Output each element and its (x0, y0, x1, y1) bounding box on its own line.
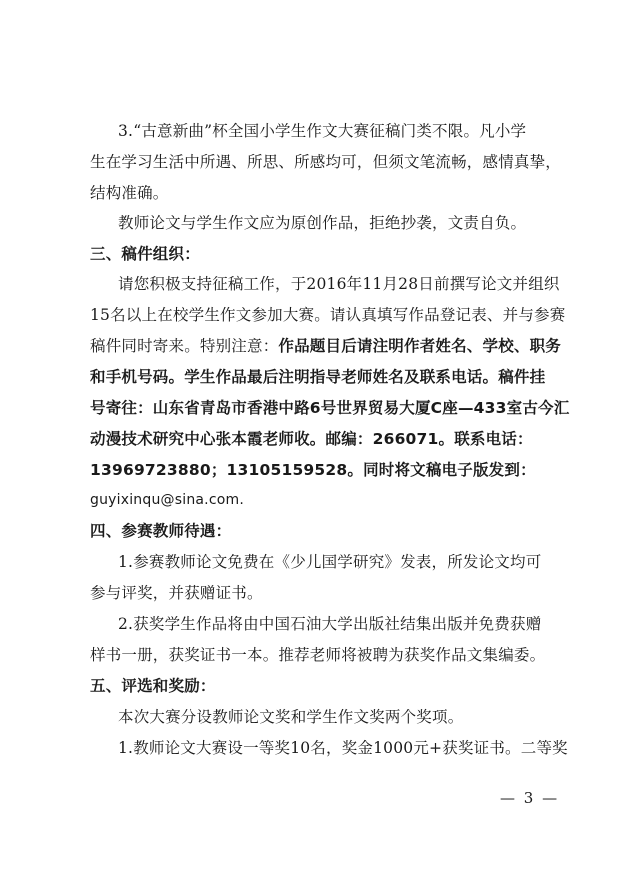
section3-line3-normal: 稿件同时寄来。特别注意： (90, 337, 279, 355)
section3-line2: 15名以上在校学生作文参加大赛。请认真填写作品登记表、并与参赛 (90, 306, 566, 324)
para1-line3: 结构准确。 (90, 184, 169, 202)
section3-line5: 号寄往：山东省青岛市香港中路6号世界贸易大厦C座—433室古今汇 (90, 399, 570, 417)
section3-line4: 和手机号码。学生作品最后注明指导老师姓名及联系电话。稿件挂 (90, 368, 546, 386)
section4-item2-line1: 2.获奖学生作品将由中国石油大学出版社结集出版并免费获赠 (118, 615, 542, 633)
section4-item1-line2: 参与评奖，并获赠证书。 (90, 584, 263, 602)
section3-line3-bold: 作品题目后请注明作者姓名、学校、职务 (278, 337, 562, 355)
section3-line7: 13969723880；13105159528。同时将文稿电子版发到： (90, 461, 536, 479)
section5-heading: 五、评选和奖励： (90, 677, 216, 695)
para2: 教师论文与学生作文应为原创作品，拒绝抄袭，文责自负。 (118, 214, 527, 232)
section3-heading: 三、稿件组织： (90, 245, 200, 263)
section3-line1: 请您积极支持征稿工作，于2016年11月28日前撰写论文并组织 (118, 275, 560, 293)
section4-item2-line2: 样书一册，获奖证书一本。推荐老师将被聘为获奖作品文集编委。 (90, 646, 546, 664)
section3-line6: 动漫技术研究中心张本霞老师收。邮编：266071。联系电话： (90, 430, 533, 448)
section3-email: guyixinqu@sina.com. (90, 492, 244, 508)
section3-line3 (0, 331, 640, 361)
page-number: — 3 — (500, 789, 560, 807)
para1-line2: 生在学习生活中所遇、所思、所感均可，但须文笔流畅，感情真挚， (90, 153, 562, 171)
section5-line2: 1.教师论文大赛设一等奖10名，奖金1000元+获奖证书。二等奖 (118, 739, 568, 757)
section4-item1-line1: 1.参赛教师论文免费在《少儿国学研究》发表，所发论文均可 (118, 553, 542, 571)
section4-heading: 四、参赛教师待遇： (90, 522, 232, 540)
para1-line1: 3.“古意新曲”杯全国小学生作文大赛征稿门类不限。凡小学 (118, 122, 527, 140)
section5-line1: 本次大赛分设教师论文奖和学生作文奖两个奖项。 (118, 708, 464, 726)
